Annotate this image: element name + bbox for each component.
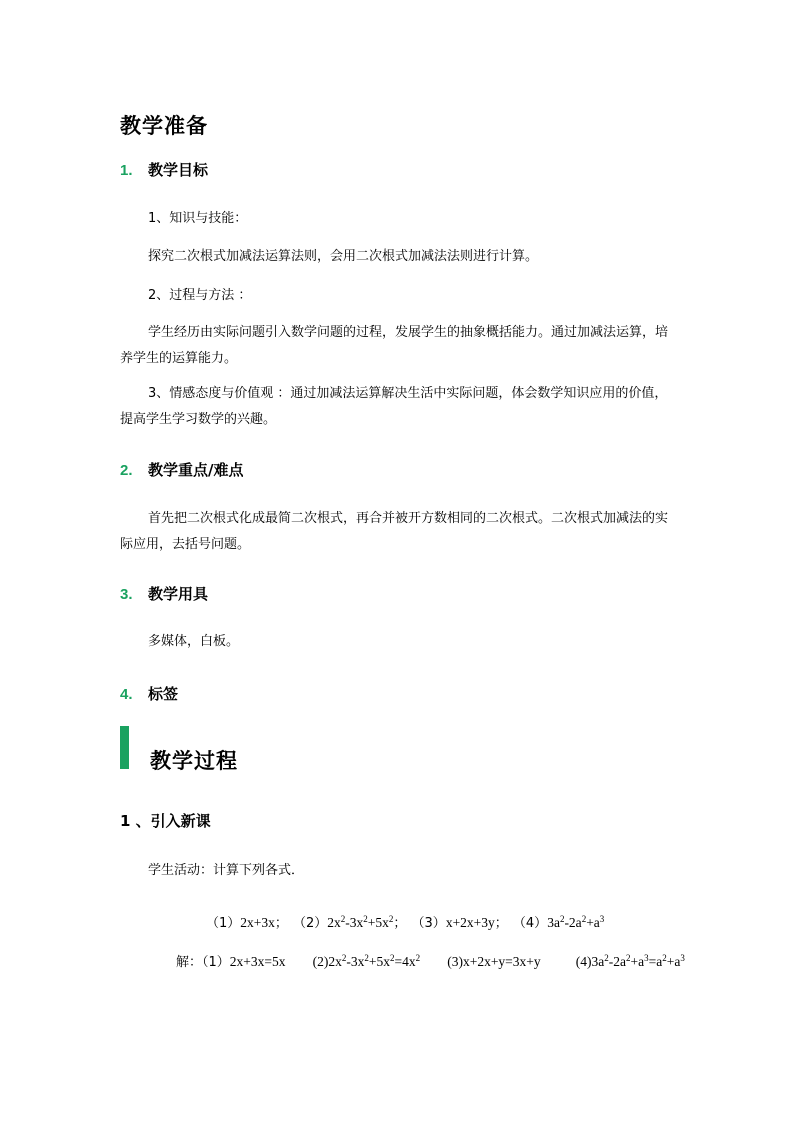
solution-label: 解： [176,955,203,970]
problem-expression: $2x^2-3x^2+5x^2$ [327,914,394,930]
subsection-number: 2. [120,462,133,479]
subsection-number: 4. [120,686,133,703]
subsection-number: 1. [120,162,133,179]
knowledge-text: 探究二次根式加减法运算法则，会用二次根式加减法法则进行计算。 [148,249,539,264]
emotion-text: 3、情感态度与价值观 ：通过加减法运算解决生活中实际问题，体会数学知识应用的价值，提高学生学习数学的兴趣。 [120,386,668,427]
subsection-heading-tags [120,683,178,704]
section-title-process: 教学过程 [150,749,238,773]
subsection-title: 教学目标 [148,161,209,179]
problem-expression: 2x+3x [240,915,275,930]
solution-expression: (3)x+2x+y=3x+y [447,954,541,969]
process-text: 学生经历由实际问题引入数学问题的过程，发展学生的抽象概括能力。通过加减法运算，培养学生的运算能力。 [120,325,669,366]
problem-label: （1） [206,916,241,931]
keypoints-text: 首先把二次根式化成最简二次根式，再合并被开方数相同的二次根式。二次根式加减法的实际应用，去括号问题。 [120,511,669,552]
solution-number: （1） [202,955,230,970]
solutions-line [176,951,685,970]
solution-expression: 2x+3x=5x [229,954,286,969]
activity-text: 学生活动：计算下列各式． [148,863,305,878]
subsection-title: 教学重点/难点 [148,461,244,479]
separator: ； [274,916,288,931]
subsection-number: 3. [120,586,133,603]
knowledge-label: 1、知识与技能： [148,211,248,226]
subsection-title: 标签 [148,685,179,703]
problem-label: （2） [293,916,328,931]
solution-expression: $(2)2x^2-3x^2+5x^2=4x^2$ [312,953,421,969]
intro-heading: 1 、引入新课 [120,812,211,830]
section-accent-bar [120,726,129,769]
problems-line [206,912,604,931]
subsection-heading-objectives [120,159,208,180]
separator: ； [393,916,407,931]
subsection-heading-keypoints [120,459,243,480]
problem-label: （3） [411,916,446,931]
solution-expression: $(4)3a^2-2a^2+a^3=a^2+a^3$ [575,953,685,969]
separator: ； [494,916,508,931]
problem-expression: x+2x+3y [445,915,495,930]
subsection-heading-tools [120,583,208,604]
section-title-preparation: 教学准备 [120,114,208,138]
tools-text: 多媒体，白板。 [148,634,240,649]
problem-label: （4） [512,916,548,931]
subsection-title: 教学用具 [148,585,209,603]
problem-expression: $3a^2-2a^2+a^3$ [547,914,605,930]
process-label: 2、过程与方法 ： [148,288,252,303]
